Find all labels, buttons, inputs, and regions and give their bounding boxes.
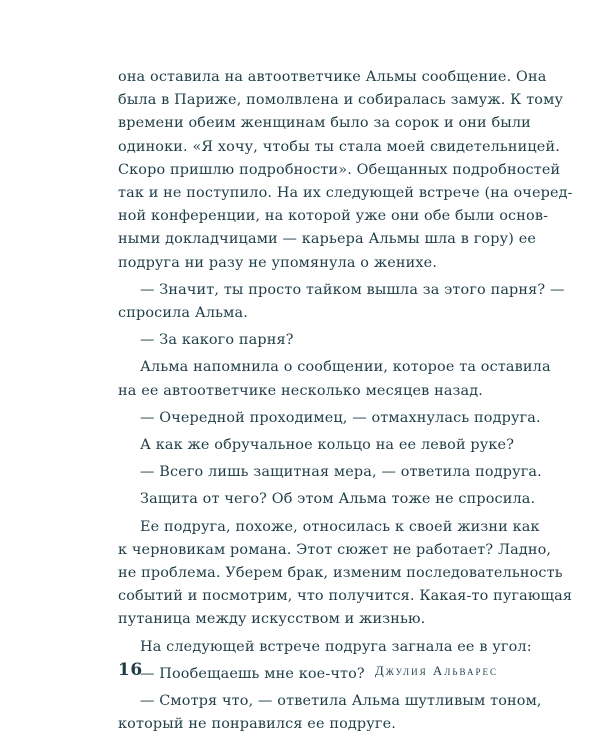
page-number: 16 [118,660,143,680]
text-line: Ее подруга, похоже, относилась к своей жизни как [140,518,540,535]
text-line: Скоро пришлю подробности». Обещанных подробностей [118,161,561,178]
text-line: была в Париже, помолвлена и собиралась замуж. К тому [118,92,564,109]
text-line: Альма напомнила о сообщении, которое та оставила [140,359,551,376]
running-head-author: Джулия Альварес [374,663,498,678]
text-line: на ее автоответчике несколько месяцев назад. [118,382,484,399]
text-line: который не понравился ее подруге. [118,716,396,733]
text-line: так и не поступило. На их следующей встрече (на очеред- [118,185,573,202]
page-footer [118,660,498,684]
text-line: ными докладчицами — карьера Альмы шла в гору) ее [118,231,537,248]
body-text [118,66,573,736]
text-line: событий и посмотрим, что получится. Какая-то пугающая [118,588,573,605]
text-line: Защита от чего? Об этом Альма тоже не спросила. [140,491,536,508]
text-line: — Значит, ты просто тайком вышла за этого парня? — [140,281,565,298]
text-line: одиноки. «Я хочу, чтобы ты стала моей свидетельницей. [118,138,560,155]
text-line: На следующей встрече подруга загнала ее в угол: [140,638,532,655]
text-line: спросила Альма. [118,305,248,322]
text-line: А как же обручальное кольцо на ее левой руке? [140,437,515,454]
text-line: не проблема. Уберем брак, изменим последовательность [118,565,563,582]
text-line: путаница между искусством и жизнью. [118,611,426,628]
text-line: подруга ни разу не упомянула о женихе. [118,254,438,271]
text-line: — Всего лишь защитная мера, — ответила подруга. [140,464,542,481]
text-line: к черновикам романа. Этот сюжет не работает? Ладно, [118,541,552,558]
text-line: — Очередной проходимец, — отмахнулась подруга. [140,409,541,426]
text-line: — Пообещаешь мне кое-что? [140,665,365,682]
text-line: ной конференции, на которой уже они обе были основ- [118,208,549,225]
text-line: — За какого парня? [140,332,294,349]
text-line: — Смотря что, — ответила Альма шутливым тоном, [140,693,542,710]
text-line: времени обеим женщинам было за сорок и они были [118,115,531,132]
text-line: она оставила на автоответчике Альмы сообщение. Она [118,69,547,85]
